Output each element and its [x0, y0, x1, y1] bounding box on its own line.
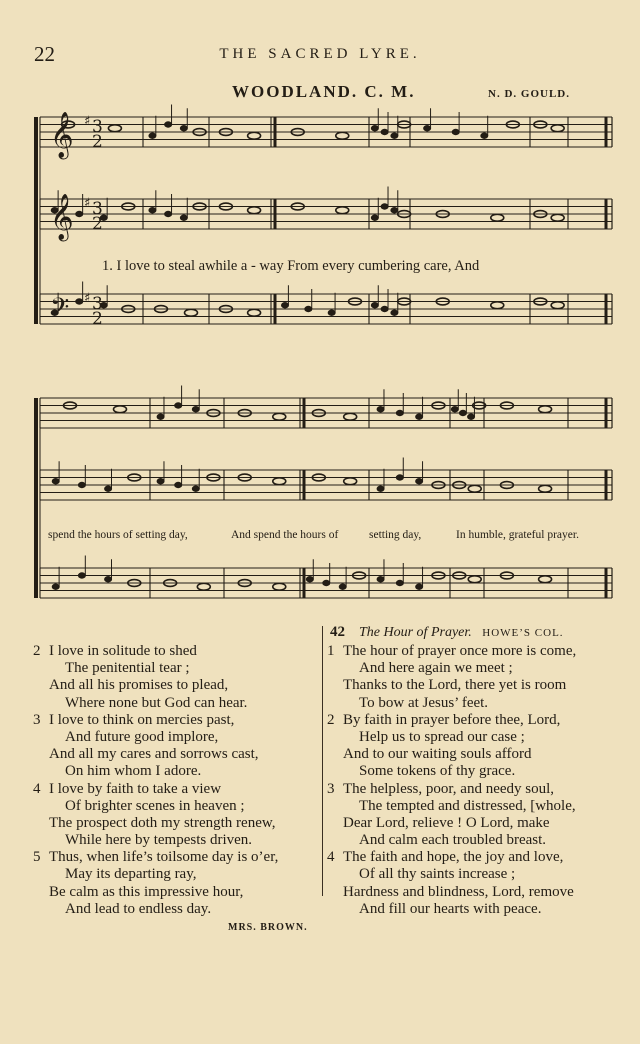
- verse: 4 The faith and hope, the joy and love, Of all thy saints increase ; Hardness and blindness, Lord, remove And fill our hearts with peace.: [327, 849, 574, 917]
- lyric-segment-3: setting day,: [369, 529, 422, 541]
- quarter-note: [175, 482, 182, 488]
- verse: 4 I love by faith to take a view Of brighter scenes in heaven ; The prospect doth my strength renew, While here by tempests driven.: [33, 780, 276, 849]
- quarter-note: [328, 310, 335, 316]
- quarter-note: [451, 406, 458, 412]
- quarter-note: [391, 207, 398, 213]
- whole-note: [336, 132, 349, 139]
- time-signature-top: 3: [92, 117, 103, 137]
- whole-note: [491, 214, 504, 221]
- whole-note: [197, 583, 210, 590]
- whole-note: [273, 583, 286, 590]
- quarter-note: [149, 207, 156, 213]
- whole-note: [185, 309, 198, 316]
- quarter-note: [165, 211, 172, 217]
- quarter-note: [396, 410, 403, 416]
- key-signature-sharp: ♯: [84, 114, 91, 129]
- hymn-source: HOWE’S COL.: [482, 627, 564, 639]
- whole-note: [551, 125, 564, 132]
- quarter-note: [175, 403, 182, 409]
- quarter-note: [381, 204, 388, 210]
- quarter-note: [377, 576, 384, 582]
- quarter-note: [323, 580, 330, 586]
- whole-note: [273, 413, 286, 420]
- lyric-segment-4: In humble, grateful prayer.: [456, 529, 579, 541]
- quarter-note: [306, 576, 313, 582]
- quarter-note: [459, 410, 466, 416]
- whole-note: [491, 302, 504, 309]
- time-signature-bottom: 2: [92, 309, 103, 329]
- left-hymn: [33, 643, 278, 918]
- whole-note: [539, 576, 552, 583]
- quarter-note: [104, 486, 111, 492]
- page-number: 22: [34, 42, 55, 66]
- verse: 2 I love in solitude to shed The penitential tear ; And all his promises to plead, Where none but God can hear.: [33, 643, 248, 711]
- quarter-note: [78, 573, 85, 579]
- whole-note: [248, 207, 261, 214]
- treble-clef: 𝄞: [50, 194, 74, 240]
- quarter-note: [371, 215, 378, 221]
- hymn-author: MRS. BROWN.: [228, 922, 308, 933]
- quarter-note: [371, 302, 378, 308]
- quarter-note: [192, 406, 199, 412]
- quarter-note: [391, 133, 398, 139]
- tune-title: WOODLAND. C. M.: [232, 82, 416, 101]
- quarter-note: [76, 299, 83, 305]
- whole-note: [273, 478, 286, 485]
- quarter-note: [157, 478, 164, 484]
- verse: 5 Thus, when life’s toilsome day is o’er, May its departing ray, Be calm as this impressive hour, And lead to endless day.: [33, 849, 279, 917]
- quarter-note: [305, 306, 312, 312]
- whole-note: [108, 125, 121, 132]
- quarter-note: [52, 584, 59, 590]
- quarter-note: [391, 310, 398, 316]
- lyric-segment-1: spend the hours of setting day,: [48, 529, 188, 541]
- quarter-note: [52, 478, 59, 484]
- quarter-note: [157, 414, 164, 420]
- whole-note: [551, 214, 564, 221]
- whole-note: [539, 485, 552, 492]
- quarter-note: [416, 478, 423, 484]
- column-divider: [322, 626, 323, 896]
- whole-note: [468, 576, 481, 583]
- whole-note: [336, 207, 349, 214]
- verse: 1 The hour of prayer once more is come, And here again we meet ; Thanks to the Lord, there yet is room To bow at Jesus’ feet.: [327, 643, 577, 711]
- time-signature-bottom: 2: [92, 132, 103, 152]
- quarter-note: [467, 414, 474, 420]
- quarter-note: [481, 133, 488, 139]
- time-signature-top: 3: [92, 294, 103, 314]
- time-signature-bottom: 2: [92, 214, 103, 234]
- quarter-note: [377, 406, 384, 412]
- quarter-note: [281, 302, 288, 308]
- quarter-note: [416, 414, 423, 420]
- quarter-note: [416, 584, 423, 590]
- composer-name: N. D. GOULD.: [488, 88, 570, 100]
- quarter-note: [165, 122, 172, 128]
- whole-note: [344, 413, 357, 420]
- key-signature-sharp: ♯: [84, 291, 91, 306]
- lyric-line-1: 1. I love to steal awhile a - way From every cumbering care, And: [102, 258, 480, 274]
- whole-note: [551, 302, 564, 309]
- quarter-note: [76, 211, 83, 217]
- quarter-note: [149, 133, 156, 139]
- quarter-note: [377, 486, 384, 492]
- right-hymn: [327, 643, 576, 918]
- key-signature-sharp: ♯: [84, 196, 91, 211]
- hymn-number: 42: [330, 624, 345, 640]
- lyric-segment-2: And spend the hours of: [231, 529, 339, 541]
- whole-note: [539, 406, 552, 413]
- hymn-heading: [330, 624, 564, 641]
- whole-note: [248, 132, 261, 139]
- running-title: THE SACRED LYRE.: [219, 46, 421, 62]
- quarter-note: [452, 129, 459, 135]
- bass-clef: 𝄢: [50, 293, 70, 328]
- quarter-note: [381, 129, 388, 135]
- verse: 3 I love to think on mercies past, And future good implore, And all my cares and sorrows cast, On him whom I adore.: [33, 711, 259, 780]
- verse: 2 By faith in prayer before thee, Lord, Help us to spread our case ; And to our waiting souls afford Some tokens of thy grace.: [327, 711, 561, 780]
- quarter-note: [371, 125, 378, 131]
- quarter-note: [381, 306, 388, 312]
- quarter-note: [104, 576, 111, 582]
- hymn-title: The Hour of Prayer.: [359, 625, 472, 640]
- verse: 3 The helpless, poor, and needy soul, The tempted and distressed, [whole, Dear Lord, relieve ! O Lord, make And calm each troubled breast.: [327, 780, 576, 849]
- whole-note: [468, 485, 481, 492]
- quarter-note: [180, 125, 187, 131]
- time-signature-top: 3: [92, 199, 103, 219]
- whole-note: [344, 478, 357, 485]
- quarter-note: [192, 486, 199, 492]
- whole-note: [114, 406, 127, 413]
- quarter-note: [339, 584, 346, 590]
- whole-note: [248, 309, 261, 316]
- quarter-note: [396, 580, 403, 586]
- quarter-note: [396, 475, 403, 481]
- quarter-note: [424, 125, 431, 131]
- quarter-note: [78, 482, 85, 488]
- quarter-note: [180, 215, 187, 221]
- treble-clef: 𝄞: [50, 112, 74, 158]
